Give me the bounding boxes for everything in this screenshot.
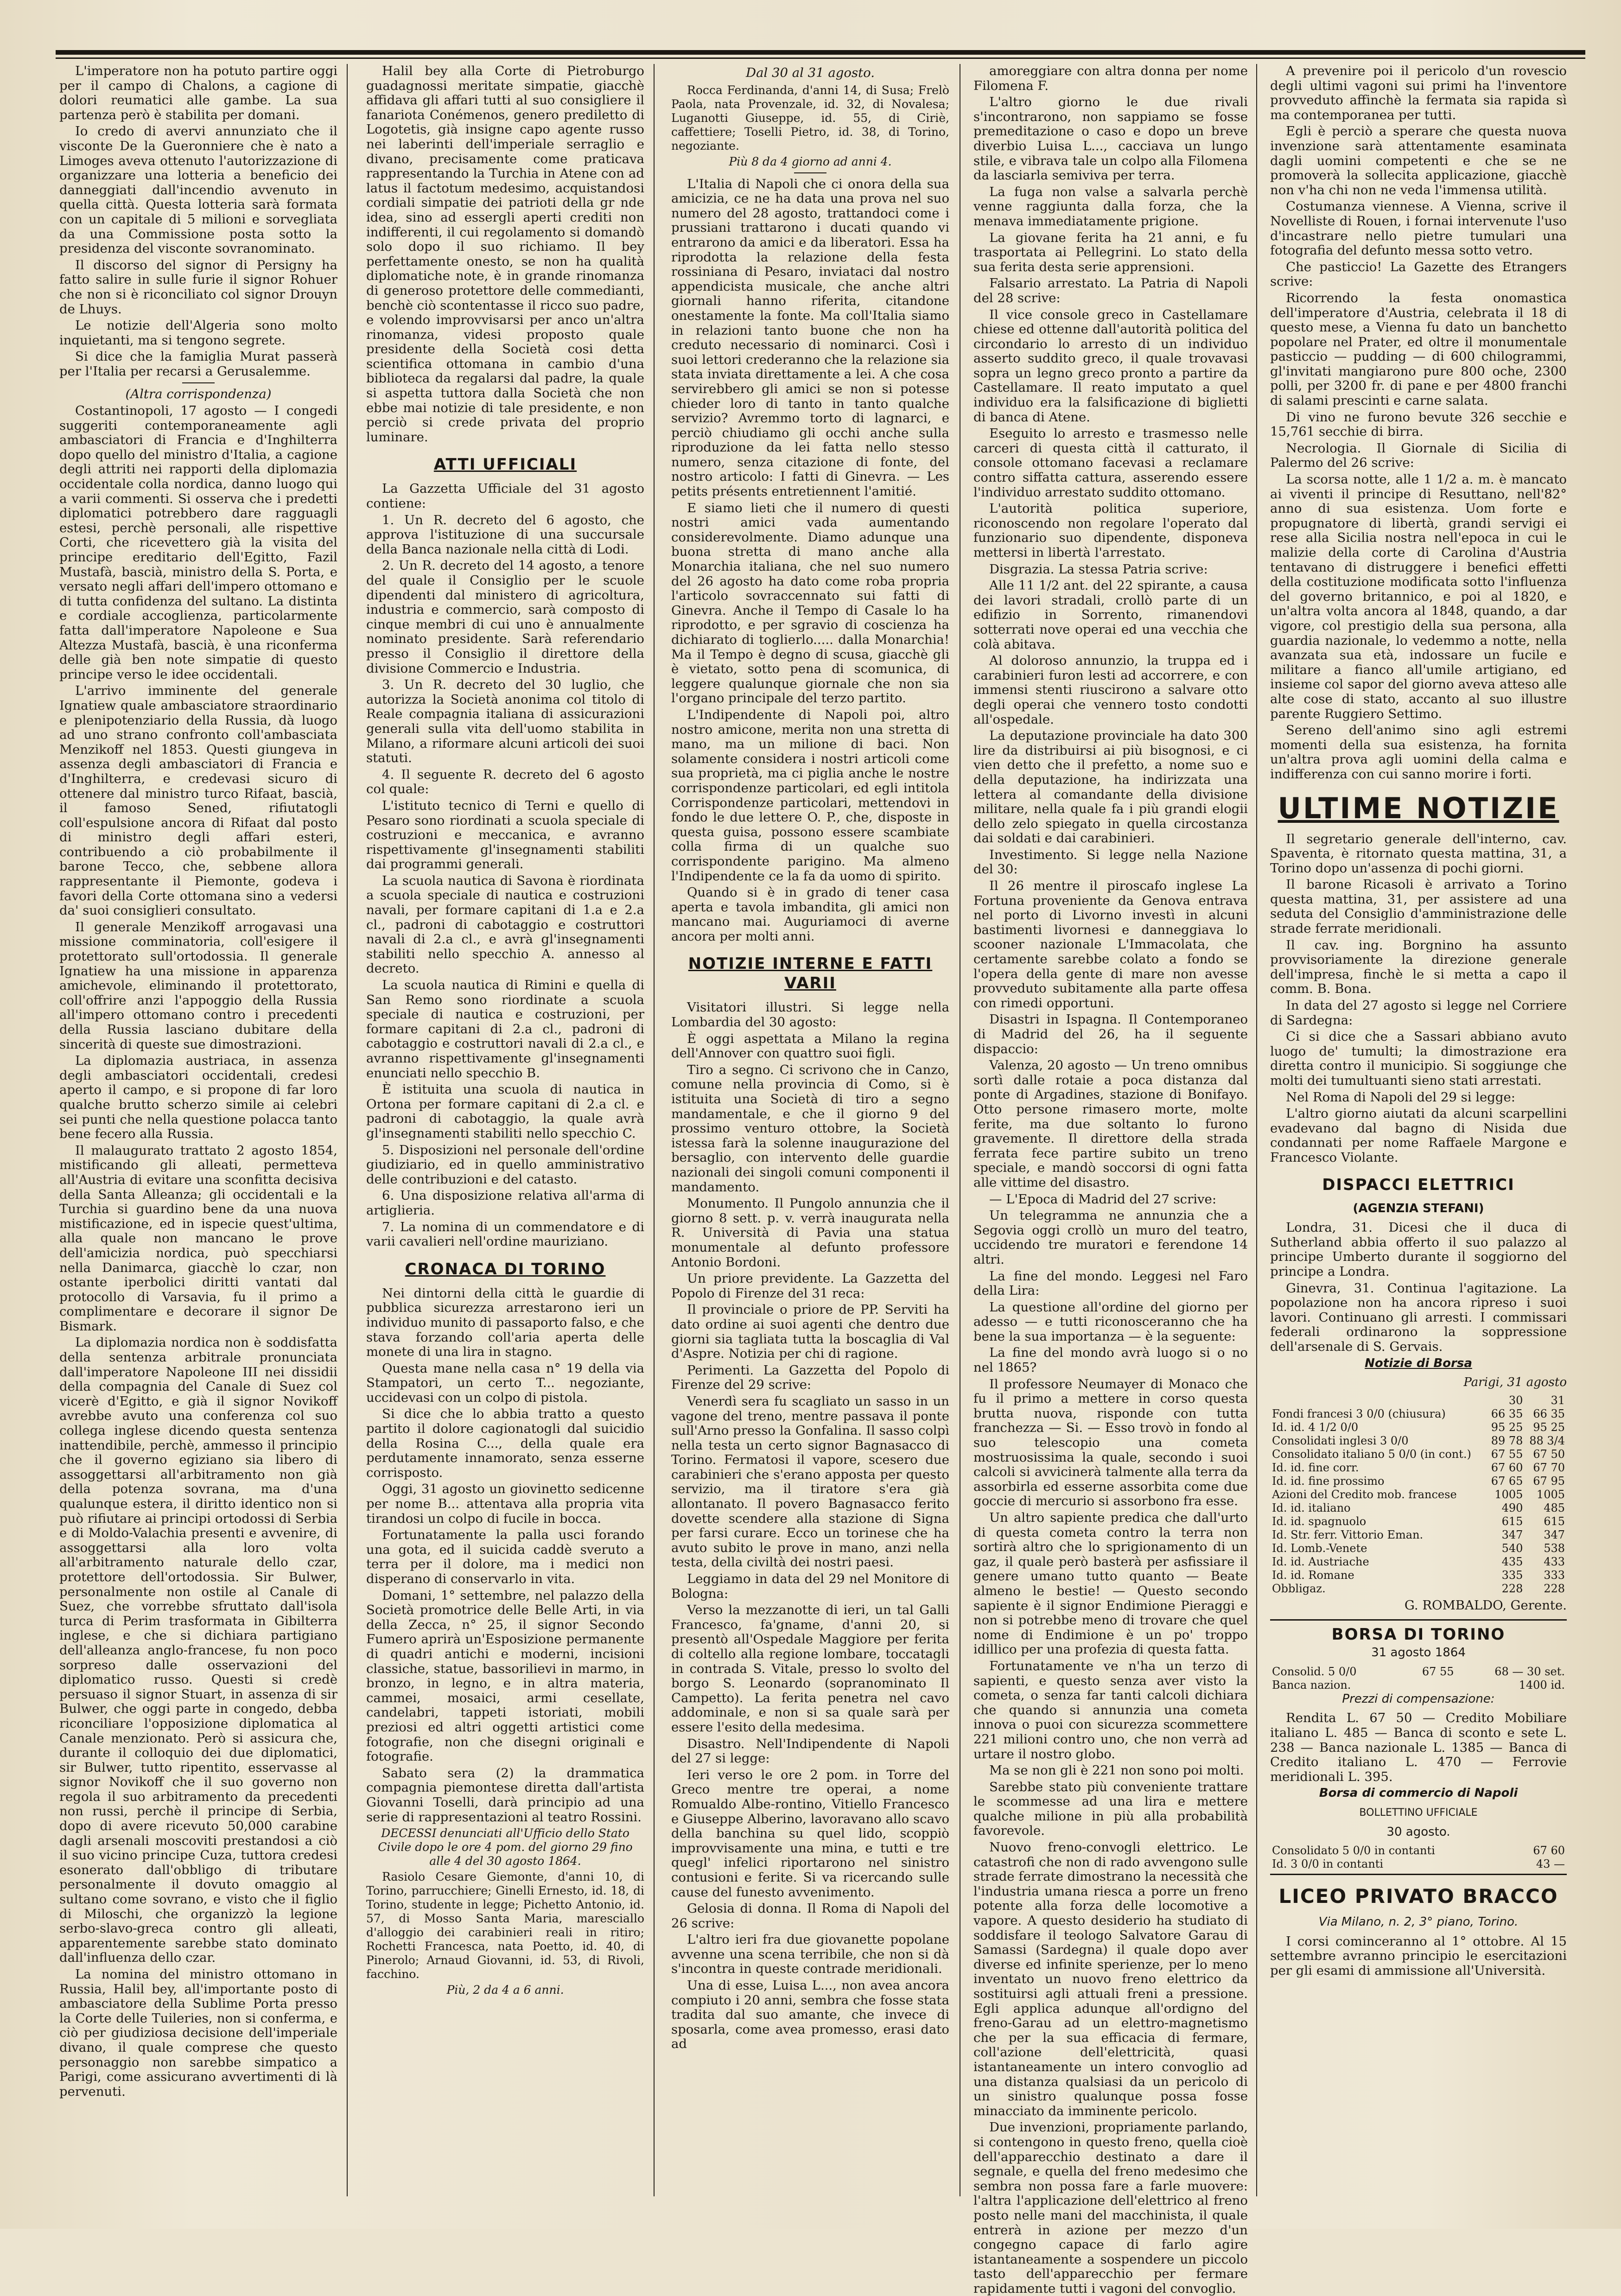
paragraph: La giovane ferita ha 21 anni, e fu trasportata ai Pellegrini. Lo stato della sua ferita desta serie apprensioni. [973, 230, 1248, 274]
table-row [1270, 1515, 1567, 1528]
paragraph: Il professore Neumayer di Monaco che fu il primo a mettere in corso questa brutta nuova, risponde con tutta franchezza — Si. — Esso trovò in fondo al suo telescopio una cometa mostruosissima la quale, secondo i suoi calcoli si avvicinerà talmente alla terra da assorbirla ed esserne assorbita come due goccie di mercurio si assorbono fra esse. [973, 1376, 1248, 1509]
divider [794, 172, 826, 173]
table-row [1270, 1555, 1567, 1569]
row-label: Id. Str. ferr. Vittorio Eman. [1272, 1528, 1424, 1541]
paragraph: L'altro ieri fra due giovanette popolane avvenne una scena terribile, che non si dà s'incontra in queste contrade meridionali. [671, 1932, 949, 1977]
paragraph: Venerdì sera fu scagliato un sasso in un vagone del treno, mentre passava il ponte sull'Arno presso la Gonfalina. Il sasso colpì nella testa un certo signor Bagnasacco di Torino. Fermatosi il vapore, scesero due carabinieri che s'erano apposta per questo servizio, ma il tiratore s'era già allontanato. Il povero Bagnasacco ferito dovette scendere alla stazione di Signa per farsi curare. Ecco un torinese che ha avuto subito le prove in mano, anzi nella testa, della civiltà dei nostri paesi. [671, 1393, 949, 1570]
paragraph: Il segretario generale dell'interno, cav. Spaventa, è ritornato questa mattina, 31, a Torino dopo un'assenza di pochi giorni. [1270, 831, 1567, 876]
paragraph: Il generale Menzikoff arrogavasi una missione comminatoria, coll'esigere il protettorato sull'ortodossia. Il generale Ignatiew ha una missione in apparenza amichevole, eliminando il protettorato, coll'offrire anzi l'appoggio della Russia all'impero ottomano contro i precedenti della Russia lasciano dubitare della sincerità di queste sue dimostrazioni. [59, 919, 337, 1052]
row-label: Fondi francesi 3 0/0 (chiusura) [1272, 1407, 1446, 1420]
paragraph: È istituita una scuola di nautica in Ortona per formare capitani di 2.a cl. e padroni di cabotaggio, la quale avrà gl'insegnamenti stabiliti nello specchio C. [366, 1082, 644, 1141]
paragraph: Il cav. ing. Borgnino ha assunto provvisoriamente la direzione generale dell'impresa, finchè le si metta a capo il comm. B. Bona. [1270, 937, 1567, 997]
table-row [1270, 1542, 1567, 1555]
paragraph: La deputazione provinciale ha dato 300 lire da distribuirsi ai più bisognosi, e ci vien detto che il prefetto, a nome suo e della deputazione, ha indirizzata una lettera al comandante della divisione militare, nella quale fa i più grandi elogii dello zelo spiegato in quella circostanza dai soldati e dai carabinieri. [973, 728, 1248, 846]
row-value: 43 — [1536, 1857, 1565, 1871]
paragraph: Gelosia di donna. Il Roma di Napoli del 26 scrive: [671, 1901, 949, 1931]
paragraph: Il 26 mentre il piroscafo inglese La Fortuna proveniente da Genova entrava nel porto di Livorno investì in alcuni bastimenti livornesi e danneggiava lo scooner nazionale L'Immacolata, che certamente sarebbe colato a fondo se l'opera della gente di mare non avesse provveduto subitamente alla parte offesa con rimedi opportuni. [973, 878, 1248, 1011]
paragraph: L'altro giorno aiutati da alcuni scarpellini evadevano dal bagno di Nisida due condannati per nome Raffaele Margone e Francesco Violante. [1270, 1106, 1567, 1165]
paragraph: La fine del mondo. Leggesi nel Faro della Lira: [973, 1268, 1248, 1298]
paragraph: 5. Disposizioni nel personale dell'ordine giudiziario, ed in quello amministrativo delle contribuzioni e del catasto. [366, 1142, 644, 1187]
row-value: 435 [1501, 1555, 1523, 1568]
table-row [1270, 1434, 1567, 1448]
table-row [1270, 1461, 1567, 1475]
paragraph: Londra, 31. Dicesi che il duca di Sutherland abbia offerto il suo palazzo al principe Umberto durante il soggiorno del principe a Londra. [1270, 1220, 1567, 1279]
section-heading-notizie: NOTIZIE INTERNE E FATTI VARII [688, 954, 933, 993]
section-heading-cronaca: CRONACA DI TORINO [405, 1259, 606, 1278]
paragraph: Ieri verso le ore 2 pom. in Torre del Greco mentre tre operai, a nome Romualdo Albe-rontino, Vitiello Francesco e Giuseppe Alberino, lavoravano allo scavo della banchina su quel lido, scoppiò improvvisamente una mina, e tutti e tre quegl' infelici riportarono nel sinistro contusioni e ferite. Si va ricercando sulle cause del funesto avvenimento. [671, 1767, 949, 1900]
napoli-sub: BOLLETTINO UFFICIALE [1359, 1807, 1478, 1819]
paragraph: Perimenti. La Gazzetta del Popolo di Firenze del 29 scrive: [671, 1362, 949, 1393]
row-label: Obbligaz. [1272, 1582, 1326, 1595]
row-value: 228 [1544, 1582, 1565, 1595]
paragraph: Monumento. Il Pungolo annunzia che il giorno 8 sett. p. v. verrà inaugurata nella R. Università di Pavia una statua monumentale al defunto professore Antonio Bordoni. [671, 1196, 949, 1270]
table-row [1270, 1528, 1567, 1542]
row-label: Consolidato 5 0/0 in contanti [1272, 1844, 1435, 1857]
paragraph: Egli è perciò a sperare che questa nuova invenzione sarà attentamente esaminata dagli uomini competenti e che se ne promoverà la sollecita applicazione, giacchè non v'ha chi non ne veda l'immensa utilità. [1270, 124, 1567, 197]
napoli-heading: Borsa di commercio di Napoli [1319, 1786, 1518, 1800]
borsa-torino-date: 31 agosto 1864 [1371, 1646, 1466, 1660]
paragraph: Costantinopoli, 17 agosto — I congedi suggeriti contemporaneamente agli ambasciatori di Francia e d'Inghilterra dopo quello del ministro d'Italia, a cagione degli attriti nei rapporti della diplomazia occidentale colla nordica, danno luogo qui a varii commenti. Si osserva che i predetti diplomatici potrebbero dare ragguagli estesi, perchè personali, alle rispettive Corti, che ricevettero già la visita del principe ereditario dell'Egitto, Fazil Mustafà, bascià, ministro della S. Porta, e versato negli affari dell'impero ottomano e di tutta confidenza del sultano. La distinta e cordiale accoglienza, particolarmente fatta dall'imperatore Napoleone e Sua Altezza Mustafà, bascià, è una riconferma delle già ben note simpatie di questo principe verso le idee occidentali. [59, 403, 337, 682]
row-value: 433 [1544, 1555, 1565, 1568]
paragraph: Nei dintorni della città le guardie di pubblica sicurezza arrestarono ieri un individuo munito di passaporto falso, e che stava forzando coll'aria aperta delle monete di una lira in stagno. [366, 1285, 644, 1360]
paragraph: Fortunatamente la palla usci forando una gota, ed il suicida caddè sveruto a terra per il dolore, ma i medici non disperano di conservarlo in vita. [366, 1527, 644, 1586]
row-value: 333 [1544, 1568, 1565, 1582]
paragraph: Che pasticcio! La Gazette des Etrangers scrive: [1270, 259, 1567, 289]
row-value: 67 55 [1422, 1665, 1454, 1678]
row-value: 67 50 [1533, 1447, 1565, 1461]
paragraph: Disastri in Ispagna. Il Contemporaneo di Madrid del 26, ha il seguente dispaccio: [973, 1012, 1248, 1056]
header-rule-thin [56, 57, 1585, 59]
paragraph: La scorsa notte, alle 1 1/2 a. m. è mancato ai viventi il principe di Resuttano, nell'82° anno di sua esistenza. Uom forte e propugnatore di libertà, grandi servigi ei rese alla Sicilia nostra nell'epoca in cui le malizie della corte di Carolina d'Austria tentavano di distruggere i benefici effetti della costituzione modificata sotto l'influenza del governo britannico, e poi al 1820, e un'altra volta ancora al 1848, quando, a dar vigore, col prestigio della sua persona, alla guardia nazionale, lo vedemmo a notte, nella avanzata sua età, indossare un fucile e militare a fianco all'umile artigiano, ed insieme col sapor del giorno aveva atteso alle alte cose di stato, accanto al suo illustre parente Ruggiero Settimo. [1270, 472, 1567, 721]
row-value: 485 [1544, 1501, 1565, 1514]
paragraph: La diplomazia nordica non è soddisfatta della sentenza arbitrale pronunciata dall'imperatore Napoleone III nei dissidii della compagnia del Canale di Suez col vicerè d'Egitto, e già il signor Novikoff avrebbe avuto una conferenza col suo collega inglese dicendo questa sentenza inattendibile, perchè, ammesso il principio che il governo egiziano sia libero di assoggettarsi all'arbitramento non già della potenza sovrana, ma d'una qualunque estera, il diritto identico non si può rifiutare ai principi ortodossi di Serbia e di Moldo-Valachia presenti e avvenire, di assoggettarsi alla loro volta all'arbitramento naturale dello czar, protettore dell'ortodossia. Sir Bulwer, personalmente non ostile al Canale di Suez, che vorrebbe sfruttato dall'isola turca di Perim trasformata in Gibilterra inglese, e che si dichiara partigiano dell'alleanza anglo-francese, fu non poco sorpreso dalle osservazioni del diplomatico russo. Questi si credè persuaso il signor Stuart, in assenza di sir Bulwer, che oggi parte in congedo, debba riconciliare l'opposizione diplomatica al Canale menzionato. Però si assicura che, durante il colloquio dei due diplomatici, sir Bulwer, tutto ripentito, esservasse al signor Novikoff che il suo governo non regola il suo arbitramento da precedenti non russi, perchè il principe di Serbia, dopo di avere ricevuto 50,000 carabine dagli arsenali moscoviti prestandosi a ciò il suo vicino principe Cuza, tuttora credesi esonerato dall'obbligo di tributare personalmente il dovuto omaggio al sultano come sovrano, e visto che il figlio di Miloschi, che organizzò la legione serbo-slavo-greca contro gli alleati, apparentemente sarebbe stato dominato dall'influenza dello czar. [59, 1335, 337, 1965]
paragraph: È oggi aspettata a Milano la regina dell'Annover con quattro suoi figli. [671, 1031, 949, 1061]
paragraph: Tiro a segno. Ci scrivono che in Canzo, comune nella provincia di Como, si è istituita una Società di tiro a segno mandamentale, e che il giorno 9 del prossimo venturo ottobre, la Società istessa farà la solenne inaugurazione del bersaglio, con intervento delle guardie nazionali dei singoli comuni componenti il mandamento. [671, 1062, 949, 1195]
paragraph: Alle 11 1/2 ant. del 22 spirante, a causa dei lavori stradali, crollò parte di un edifizio in Sorrento, rimanendovi sotterrati nove operai ed una vecchia che colà abitava. [973, 578, 1248, 652]
table-row [1270, 1569, 1567, 1582]
row-value: 67 95 [1533, 1474, 1565, 1488]
borsa-heading: Notizie di Borsa [1365, 1356, 1472, 1370]
row-label: Id. id. Romane [1272, 1568, 1354, 1582]
paragraph: Il barone Ricasoli è arrivato a Torino questa mattina, 31, per assistere ad una seduta del Consiglio d'amministrazione delle strade ferrate meridionali. [1270, 877, 1567, 936]
row-label: Id. id. Austriache [1272, 1555, 1369, 1568]
row-value: 1400 id. [1519, 1678, 1565, 1692]
paragraph: Verso la mezzanotte di ieri, un tal Galli Francesco, fa'gname, d'anni 20, si presentò all'Ospedale Maggiore per ferita di coltello alla regione lombare, toccatagli in contrada S. Vitale, presso lo svolto del borgo S. Leonardo (sopranominato Il Campetto). La ferita penetra nel cavo addominale, e non si sa quale sarà per essere l'esito della medesima. [671, 1603, 949, 1735]
paragraph: Sabato sera (2) la drammatica compagnia piemontese diretta dall'artista Giovanni Toselli, darà principio ad una serie di rappresentazioni al teatro Rossini. [366, 1765, 644, 1825]
paragraph: L'autorità politica superiore, riconoscendo non regolare l'operato dal funzionario suo dipendente, disponeva mettersi in libertà l'arrestato. [973, 501, 1248, 560]
paragraph: Oggi, 31 agosto un giovinetto sedicenne per nome B... attentava alla propria vita tirandosi un colpo di fucile in bocca. [366, 1482, 644, 1526]
paragraph: Il provinciale o priore de PP. Serviti ha dato ordine ai suoi agenti che dentro due giorni sia tagliata tutta la boscaglia di Val d'Aspre. Notizia per chi di ragione. [671, 1302, 949, 1361]
paragraph: L'arrivo imminente del generale Ignatiew quale ambasciatore straordinario e plenipotenziario della Russia, dà luogo ad uno strano confronto coll'ambasciata Menzikoff nel 1853. Questi giungeva in assenza degli ambasciatori di Francia e d'Inghilterra, e credevasi sicuro di ottenere dal ministro turco Rifaat, bascià, il famoso Sened, rifiutatogli coll'espulsione ancora di Rifaat dal posto di ministro degli affari esteri, contribuendo a ciò probabilmente il barone Tecco, che, sebbene allora rappresentante il Piemonte, godeva i favori della Corte ottomana sino a vedersi da' suoi consiglieri consultato. [59, 683, 337, 918]
paragraph: I corsi cominceranno al 1° ottobre. Al 15 settembre avranno principio le esercitazioni per gli esami di ammissione all'Università. [1270, 1933, 1567, 1978]
borsa-date: Parigi, 31 agosto [1463, 1375, 1567, 1390]
deaths-tail: Più, 2 da 4 a 6 anni. [446, 1983, 564, 1997]
paragraph: Questa mane nella casa n° 19 della via Stampatori, un certo T... negoziante, uccidevasi con un colpo di pistola. [366, 1361, 644, 1405]
paragraph: Il malaugurato trattato 2 agosto 1854, mistificando gli alleati, permetteva all'Austria di evitare una sconfitta decisiva della Santa Alleanza; gli occidentali e la Turchia si guardino bene da una nuova mistificazione, ed in ispecie quest'ultima, alla quale non mancano le prove dell'amicizia nordica, può specchiarsi nella Danimarca, giacchè lo czar, non ostante iperbolici diritti vantati dal protocollo di Varsavia, fu il primo a complimentare e decorare il signor De Bismark. [59, 1143, 337, 1334]
table-row [1270, 1665, 1567, 1679]
paragraph: Quando si è in grado di tener casa aperta e tavola imbandita, gli amici non mancano mai. Auguriamoci di averne ancora per molti anni. [671, 885, 949, 944]
paragraph: L'altro giorno le due rivali s'incontrarono, non sappiamo se fosse premeditazione o caso e dopo un breve diverbio Luisa L..., cacciava un lungo stile, e vibrava tale un colpo alla Filomena da lasciarla semiviva per terra. [973, 95, 1248, 183]
paragraph: 7. La nomina di un commendatore e di varii cavalieri nell'ordine mauriziano. [366, 1219, 644, 1249]
table-row [1270, 1857, 1567, 1871]
table-row [1270, 1488, 1567, 1501]
paragraph: Una di esse, Luisa L..., non avea ancora compiuto i 20 anni, sembra che fosse stata tradita dal suo amante, che invece di sposarla, come avea promesso, erasi dato ad [671, 1978, 949, 2052]
section-heading-dispacci: DISPACCI ELETTRICI [1322, 1175, 1515, 1194]
deaths-heading: DECESSI denunciati all'Ufficio dello Stato Civile dopo le ore 4 pom. del giorno 29 fino alle 4 del 30 agosto 1864. [378, 1826, 633, 1868]
table-row [1270, 1407, 1567, 1421]
paragraph: Le notizie dell'Algeria sono molto inquietanti, ma si tengono segrete. [59, 318, 337, 348]
paragraph: E siamo lieti che il numero di questi nostri amici vada aumentando considerevolmente. Diamo adunque una buona stretta di mano anche alla Monarchia italiana, che nel suo numero del 26 agosto ha dato come roba propria l'articolo sovraccennato sui fatti di Ginevra. Anche il Tempo di Casale lo ha riprodotto, e per sgravio di coscienza ha dichiarato di toglierlo..... dalla Monarchia! Ma il Tempo è degno di scusa, giacchè gli è vietato, sotto pena di scomunica, di leggere qualunque giornale che non sia l'organo principale del terzo partito. [671, 500, 949, 706]
napoli-date: 30 agosto. [1386, 1825, 1450, 1839]
row-label: Consolidato italiano 5 0/0 (in cont.) [1272, 1447, 1471, 1461]
paragraph: La diplomazia austriaca, in assenza degli ambasciatori occidentali, credesi aperto il campo, e si propone di far loro qualche brutto scherzo simile ai celebri sei punti che nella questione polacca tanto bene fecero alla Russia. [59, 1053, 337, 1142]
liceo-address: Via Milano, n. 2, 3° piano, Torino. [1318, 1915, 1519, 1929]
column-rule [347, 64, 348, 2196]
paragraph: Costumanza viennese. A Vienna, scrive il Novelliste di Rouen, i fornai intervenute l'uso d'incastrare nello pietre tumulari una fotografia del defunto messa sotto vetro. [1270, 199, 1567, 258]
paragraph: Un telegramma ne annunzia che a Segovia oggi crollò un muro del teatro, uccidendo tre muratori e ferendone 14 altri. [973, 1208, 1248, 1267]
row-value: 615 [1544, 1514, 1565, 1528]
paragraph: Un priore previdente. La Gazzetta del Popolo di Firenze del 31 reca: [671, 1271, 949, 1301]
borsa-table [1270, 1394, 1567, 1596]
napoli-table [1270, 1844, 1567, 1871]
table-row [1270, 1475, 1567, 1488]
row-label: Id. id. fine prossimo [1272, 1474, 1385, 1488]
paragraph: Disgrazia. La stessa Patria scrive: [989, 561, 1208, 577]
divider [182, 382, 215, 383]
row-label: Consolidati inglesi 3 0/0 [1272, 1434, 1409, 1447]
row-value: 490 [1501, 1501, 1523, 1514]
row-value: 335 [1501, 1568, 1523, 1582]
dateline: Dal 30 al 31 agosto. [746, 65, 875, 80]
table-row [1270, 1844, 1567, 1857]
row-value: 66 35 [1533, 1407, 1565, 1420]
column-rule [654, 64, 655, 2196]
correspondence-note: (Altra corrispondenza) [125, 387, 272, 402]
row-value: 540 [1501, 1541, 1523, 1555]
table-row [1270, 1679, 1567, 1692]
paragraph: Disastro. Nell'Indipendente di Napoli del 27 si legge: [671, 1736, 949, 1766]
header-rule [56, 50, 1585, 55]
paragraph: Il discorso del signor di Persigny ha fatto salire in sulle furie il signor Rohuer che non si è riconciliato col signor Drouyn de Lhuys. [59, 257, 337, 317]
paragraph: La fine del mondo avrà luogo si o no nel 1865? [973, 1345, 1248, 1375]
row-value: 67 55 [1491, 1447, 1523, 1461]
gerente-signature: G. ROMBALDO, Gerente. [1404, 1597, 1567, 1613]
paragraph: Al doloroso annunzio, la truppa ed i carabinieri furon lesti ad accorrere, e con immensi stenti riuscirono a salvare otto degli operai che vennero tosto condotti all'ospedale. [973, 653, 1248, 727]
column-5 [1270, 64, 1567, 2196]
deaths-tail: Più 8 da 4 giorno ad anni 4. [729, 154, 892, 168]
row-label: Id. Lomb.-Venete [1272, 1541, 1367, 1555]
paragraph: Visitatori illustri. Si legge nella Lombardia del 30 agosto: [671, 1000, 949, 1030]
table-row [1270, 1448, 1567, 1461]
paragraph: La nomina del ministro ottomano in Russia, Halil bey, all'importante posto di ambasciatore della Sublime Porta presso la Corte delle Tuileries, non si conferma, e ciò per giudiziosa decisione dell'imperiale divano, il quale comprese che questo personaggio non sarebbe simpatico a Parigi, come assicurano avvertimenti di là pervenuti. [59, 1967, 337, 2099]
column-3 [671, 64, 949, 2196]
paragraph: La scuola nautica di Savona è riordinata a scuola speciale di nautica e costruzioni navali, per formare capitani di 1.a e 2.a cl., padroni di cabotaggio e costruttori navali di 2.a cl., e avrà gl'insegnamenti stabiliti nello specchio A. annesso al decreto. [366, 873, 644, 976]
column-1 [59, 64, 337, 2196]
table-row [1270, 1421, 1567, 1434]
paragraph: L'istituto tecnico di Terni e quello di Pesaro sono riordinati a scuola speciale di costruzioni e meccanica, e avranno rispettivamente gl'insegnamenti stabiliti dai programmi generali. [366, 798, 644, 872]
row-value: 67 65 [1491, 1474, 1523, 1488]
borsa-torino-heading: BORSA DI TORINO [1331, 1625, 1506, 1644]
column-2 [366, 64, 644, 2196]
paragraph: Si dice che la famiglia Murat passerà per l'Italia per recarsi a Gerusalemme. [59, 349, 337, 379]
paragraph: Un altro sapiente predica che dall'urto di questa cometa contro la terra non sortirà altro che lo sprigionamento di un gaz, il quale però basterà per asfissiare il genere umano tutto quanto — Beate almeno le bestie! — Questo secondo sapiente è il signor Endimione Pieraggi e non si potrebbe meno di trovare che quel nome di Endimione è un po' troppo idillico per una profezia di questa fatta. [973, 1510, 1248, 1657]
paragraph: La questione all'ordine del giorno per adesso — e tutti riconosceranno che ha bene la sua importanza — è la seguente: [973, 1299, 1248, 1344]
column-rule [1256, 64, 1257, 2196]
section-heading-atti-ufficiali: ATTI UFFICIALI [433, 455, 577, 474]
paragraph: Ma se non gli è 221 non sono poi molti. [989, 1763, 1244, 1778]
paragraph: L'imperatore non ha potuto partire oggi per il campo di Chalons, a cagione di dolori reumatici alle gambe. La sua partenza però è stabilita per domani. [59, 64, 337, 122]
liceo-heading: LICEO PRIVATO BRACCO [1278, 1885, 1558, 1908]
paragraph: 1. Un R. decreto del 6 agosto, che approva l'istituzione di una succursale della Banca nazionale nella città di Lodi. [366, 512, 644, 557]
paragraph: L'Italia di Napoli che ci onora della sua amicizia, ce ne ha data una prova nel suo numero del 28 agosto, trattandoci come i prussiani trattarono i ducati quando vi entrarono da amici e da liberatori. Essa ha riprodotta la relazione della festa rossiniana di Pesaro, inviataci dal nostro appendicista musicale, che anche altri giornali hanno riferita, citandone onestamente la fonte. Ma coll'Italia siamo in relazioni tanto buone che non ha creduto necessario di nominarci. Così i suoi lettori crederanno che la relazione sia stata inviata direttamente a lei. A che cosa servirebbero gli amici se non si potesse chieder loro di tanto in tanto qualche servizio? Avremmo torto di lagnarci, e perciò chiudiamo gli occhi anche sulla riproduzione da lei fatta nello stesso numero, senza citazione di fonte, del nostro articolo: I fatti di Ginevra. — Les petits présents entretiennent l'amitié. [671, 176, 949, 499]
paragraph: — L'Epoca di Madrid del 27 scrive: [989, 1191, 1217, 1207]
paragraph: Rendita L. 67 50 — Credito Mobiliare italiano L. 485 — Banca di sconto e sete L. 238 — Banca nazionale L. 1385 — Banca di Credito italiano L. 470 — Ferrovie meridionali L. 395. [1270, 1711, 1567, 1784]
row-label: Id. 3 0/0 in contanti [1272, 1857, 1384, 1871]
paragraph: A prevenire poi il pericolo d'un rovescio degli ultimi vagoni sui primi ha l'inventore provveduto affinchè la fermata sia rapida sì ma contemporanea per tutti. [1270, 64, 1567, 122]
table-row [1270, 1582, 1567, 1596]
borsa-torino-table [1270, 1665, 1567, 1692]
paragraph: Io credo di avervi annunziato che il visconte De la Gueronniere che è nato a Limoges aveva ottenuto l'autorizzazione di organizzare una lotteria a beneficio dei danneggiati dall'incendio avvenuto in quella città. Questa lotteria sarà formata con un capitale di 5 milioni e sorvegliata da una Commissione posta sotto la presidenza del visconte sovranominato. [59, 124, 337, 256]
row-value: 88 3/4 [1529, 1434, 1565, 1447]
borsa-torino-box [1270, 1619, 1567, 1875]
paragraph: Ci si dice che a Sassari abbiano avuto luogo de' tumulti; la dimostrazione era diretta contro il municipio. Si soggiunge che molti dei tumultuanti sieno stati arrestati. [1270, 1029, 1567, 1088]
row-value: 1005 [1536, 1488, 1565, 1501]
row-value: 228 [1501, 1582, 1523, 1595]
column-header: 30 [1508, 1393, 1523, 1407]
section-heading-ultime-notizie: ULTIME NOTIZIE [1278, 791, 1559, 825]
row-value: 95 25 [1533, 1420, 1565, 1434]
column-4 [973, 64, 1248, 2296]
row-label: Banca nazion. [1272, 1678, 1351, 1692]
row-value: 66 35 [1491, 1407, 1523, 1420]
paragraph: Sereno dell'animo sino agli estremi momenti della sua esistenza, ha fornita un'altra prova agli uomini della calma e indifferenza con cui sanno morire i forti. [1270, 723, 1567, 782]
paragraph: La fuga non valse a salvarla perchè venne raggiunta dalla forza, che la menava immediatamente prigione. [973, 184, 1248, 229]
paragraph: 3. Un R. decreto del 30 luglio, che autorizza la Società anonima col titolo di Reale compagnia italiana di assicurazioni generali sulla vita dell'uomo stabilita in Milano, a riformare alcuni articoli dei suoi statuti. [366, 677, 644, 766]
row-value [1403, 1679, 1456, 1692]
row-label: Id. id. 4 1/2 0/0 [1272, 1420, 1359, 1434]
table-row [1270, 1501, 1567, 1515]
paragraph: Investimento. Si legge nella Nazione del 30: [973, 847, 1248, 877]
paragraph: Leggiamo in data del 29 nel Monitore di Bologna: [671, 1571, 949, 1601]
paragraph: L'Indipendente di Napoli poi, altro nostro amicone, merita non una stretta di mano, ma un milione di baci. Non solamente considera i nostri articoli come sua proprietà, ma ci piglia anche le nostre corrispondenze particolari, ed egli intitola Corrispondenze particolari, mettendovi in fondo le due lettere O. P., che, disposte in questa guisa, possono essere scambiate colla firma di un qualche suo corrispondente parigino. Ma almeno l'Indipendente ce la fa da uomo di spirito. [671, 707, 949, 884]
row-value: 1005 [1494, 1488, 1523, 1501]
paragraph: In data del 27 agosto si legge nel Corriere di Sardegna: [1270, 998, 1567, 1028]
paragraph: La scuola nautica di Rimini e quella di San Remo sono riordinate a scuola speciale di nautica e costruzioni, per formare capitani di 2.a cl., padroni di cabotaggio e costruttori navali di 2.a cl., e avranno rispettivamente gl'insegnamenti enunciati nello specchio B. [366, 978, 644, 1081]
paragraph: 6. Una disposizione relativa all'arma di artiglieria. [366, 1188, 644, 1218]
table-row [1270, 1394, 1567, 1407]
row-value: 67 70 [1533, 1461, 1565, 1474]
row-value: 347 [1544, 1528, 1565, 1541]
paragraph: Valenza, 20 agosto — Un treno omnibus sortì dalle rotaie a poca distanza dal ponte di Argadines, stazione di Bonifayo. Otto persone rimasero morte, molte ferite, ma due soltanto lo furono gravemente. Il direttore della strada ferrata fece partire subito un treno speciale, e mandò soccorsi di ogni fatta alle vittime del disastro. [973, 1058, 1248, 1190]
paragraph: 4. Il seguente R. decreto del 6 agosto col quale: [366, 767, 644, 797]
paragraph: Falsario arrestato. La Patria di Napoli del 28 scrive: [973, 276, 1248, 305]
paragraph: La Gazzetta Ufficiale del 31 agosto contiene: [366, 481, 644, 511]
row-value: 68 — 30 set. [1494, 1665, 1565, 1678]
compensation-heading: Prezzi di compensazione: [1342, 1692, 1495, 1706]
paragraph: Ginevra, 31. Continua l'agitazione. La popolazione non ha ancora ripreso i suoi lavori. Continuano gli arresti. I commissari federali ordinarono la soppressione dell'arsenale di S. Gervais. [1270, 1280, 1567, 1354]
paragraph: Eseguito lo arresto e trasmesso nelle carceri di questa città il catturato, il console ottomano facevasi a reclamare contro siffatta cattura, asserendo essere l'individuo arrestato suddito ottomano. [973, 426, 1248, 500]
paragraph: Il vice console greco in Castellamare chiese ed ottenne dall'autorità politica del circondario lo arresto di un individuo asserto suddito greco, il quale trovavasi sopra un legno greco pronto a partire da Castellamare. Il reato imputato a quel individuo era la falsificazione di biglietti di banca di Atene. [973, 307, 1248, 425]
row-label: Id. id. italiano [1272, 1501, 1351, 1514]
paragraph: Ricorrendo la festa onomastica dell'imperatore d'Austria, celebrata il 18 di questo mese, a Vienna fu dato un banchetto popolare nel Prater, ed oltre il monumentale pasticcio — pudding — di 600 chilogrammi, gl'invitati mangiarono pure 800 oche, 2300 polli, per 3200 fr. di pane e per 4800 franchi di salami prescinti e carne salata. [1270, 290, 1567, 408]
row-value: 347 [1501, 1528, 1523, 1541]
row-value: 615 [1501, 1514, 1523, 1528]
row-label: Consolid. 5 0/0 [1272, 1665, 1357, 1678]
row-label: Id. id. spagnuolo [1272, 1514, 1367, 1528]
paragraph: Sarebbe stato più conveniente trattare le scommesse ad una lira e mettere qualche milione in più alla probabilità favorevole. [973, 1779, 1248, 1838]
paragraph: Due invenzioni, propriamente parlando, si contengono in questo freno, quella cioè dell'apparecchio destinato a dare il segnale, e quella del freno medesimo che sembra non possa fare a farle muovere: l'altra l'applicazione dell'elettrico al freno posto nelle mani del macchinista, il quale entrerà in azione per mezzo d'un congegno capace di farlo agire istantaneamente a sospendere un piccolo tasto dell'apparecchio per fermare rapidamente tutti i vagoni del convoglio. [973, 2120, 1248, 2296]
row-value: 67 60 [1491, 1461, 1523, 1474]
row-label: Azioni del Credito mob. francese [1272, 1488, 1457, 1501]
paragraph: Di vino ne furono bevute 326 secchie e 15,761 secchie di birra. [1270, 409, 1567, 439]
paragraph: Nuovo freno-convogli elettrico. Le catastrofi che non di rado avvengono sulle strade ferrate dimostrano la necessità che l'industria umana riesca a porre un freno potente alla forza delle locomotive a vapore. A questo desiderio ha studiato di soddisfare il teologo Salvatore Garau di Samassi (Sardegna) il quale dopo aver diverse ed infinite sperienze, per lo meno inventato un nuovo freno elettrico da sostituirsi agli attuali freni a pressione. Egli applica adunque all'ordigno del freno-Garau ad un elettro-magnetismo che per la sua efficacia di fermare, coll'azione dell'elettricità, quasi istantaneamente un intero convoglio ad una distanza qualsiasi da un pericolo di un sinistro qualunque possa fosse minacciato da imminente pericolo. [973, 1840, 1248, 2118]
deaths-list: Rocca Ferdinanda, d'anni 14, di Susa; Frelò Paola, nata Provenzale, id. 32, di Novalesa; Luganotti Giuseppe, id. 55, di Ciriè, caffettiere; Toselli Pietro, id. 38, di Torino, negoziante. [671, 83, 949, 153]
deaths-list: Rasiolo Cesare Giemonte, d'anni 10, di Torino, parrucchiere; Ginelli Ernesto, id. 18, di Torino, studente in legge; Pichetto Antonio, id. 57, di Mosso Santa Maria, maresciallo d'alloggio dei carabinieri reali in ritiro; Rochetti Francesca, nata Poetto, id. 40, di Pinerolo; Arnaud Giovanni, id. 53, di Rivoli, facchino. [366, 1870, 644, 1981]
paragraph: Nel Roma di Napoli del 29 si legge: [1286, 1089, 1516, 1105]
row-value: 538 [1544, 1541, 1565, 1555]
paragraph: Domani, 1° settembre, nel palazzo della Società promotrice delle Belle Arti, in via della Zecca, n° 25, il signor Secondo Fumero aprirà un'Esposizione permanente di quadri antichi e moderni, incisioni classiche, statue, bassorilievi in marmo, in bronzo, in legno, e in altra materia, cammei, mosaici, armi cesellate, candelabri, tappeti istoriati, mobili preziosi ed altri oggetti artistici come fotografie, non che disegni originali e fotografie. [366, 1588, 644, 1764]
column-header: 31 [1551, 1393, 1565, 1407]
row-value: 67 60 [1533, 1844, 1565, 1857]
paragraph: amoreggiare con altra donna per nome Filomena F. [973, 64, 1248, 93]
paragraph: Necrologia. Il Giornale di Sicilia di Palermo del 26 scrive: [1270, 440, 1567, 471]
agency-name: (AGENZIA STEFANI) [1353, 1201, 1484, 1215]
row-value: 89 78 [1491, 1434, 1523, 1447]
paragraph: 2. Un R. decreto del 14 agosto, a tenore del quale il Consiglio per le scuole dipendenti dal ministero di agricoltura, industria e commercio, sarà composto di cinque membri di cui uno è annualmente nominato presidente. Sarà referendario presso il Consiglio il direttore della divisione Commercio e Industria. [366, 558, 644, 676]
row-value: 95 25 [1491, 1420, 1523, 1434]
row-label: Id. id. fine corr. [1272, 1461, 1359, 1474]
paragraph: Fortunatamente ve n'ha un terzo di sapienti, e questo senza aver visto la cometa, o senza far tanti calcoli dichiara che quando si annunzia una cometa innova o puoi con sicurezza scommettere 221 milioni contro uno, che non verrà ad urtare il nostro globo. [973, 1658, 1248, 1762]
paragraph: Halil bey alla Corte di Pietroburgo guadagnossi meritate simpatie, giacchè affidava gli affari tutti al suo consigliere il fanariota Conémenos, genero prediletto di Logotetis, già insigne capo agente russo nei laberinti dell'imperiale serraglio e divano, precisamente come praticava rappresentando la Turchia in Atene con ad latus il factotum medesimo, acquistandosi cordiali simpatie dei patrioti della gr nde idea, sino ad essergli aperti crediti non indifferenti, il cui regolamento si domandò solo dopo il suo richiamo. Il bey perfettamente onesto, se non ha qualità diplomatiche note, è in grande rinomanza di generoso protettore delle commedianti, benchè ciò scontentasse il ricco suo padre, e volendo improvvisarsi per anco un'altra rinomanza, videsi proposto quale presidente della Società cosi detta scientifica ottomana in cambio d'una biblioteca da regalarsi dal padre, la quale si aspetta tuttora dalla Società che non ebbe mai notizie di tale presidente, e non perciò si crede privata del proprio luminare. [366, 64, 644, 445]
paragraph: Si dice che lo abbia tratto a questo partito il dolore cagionatogli dal suicidio della Rosina C..., della quale era perdutamente innamorato, senza esserne corrisposto. [366, 1406, 644, 1480]
